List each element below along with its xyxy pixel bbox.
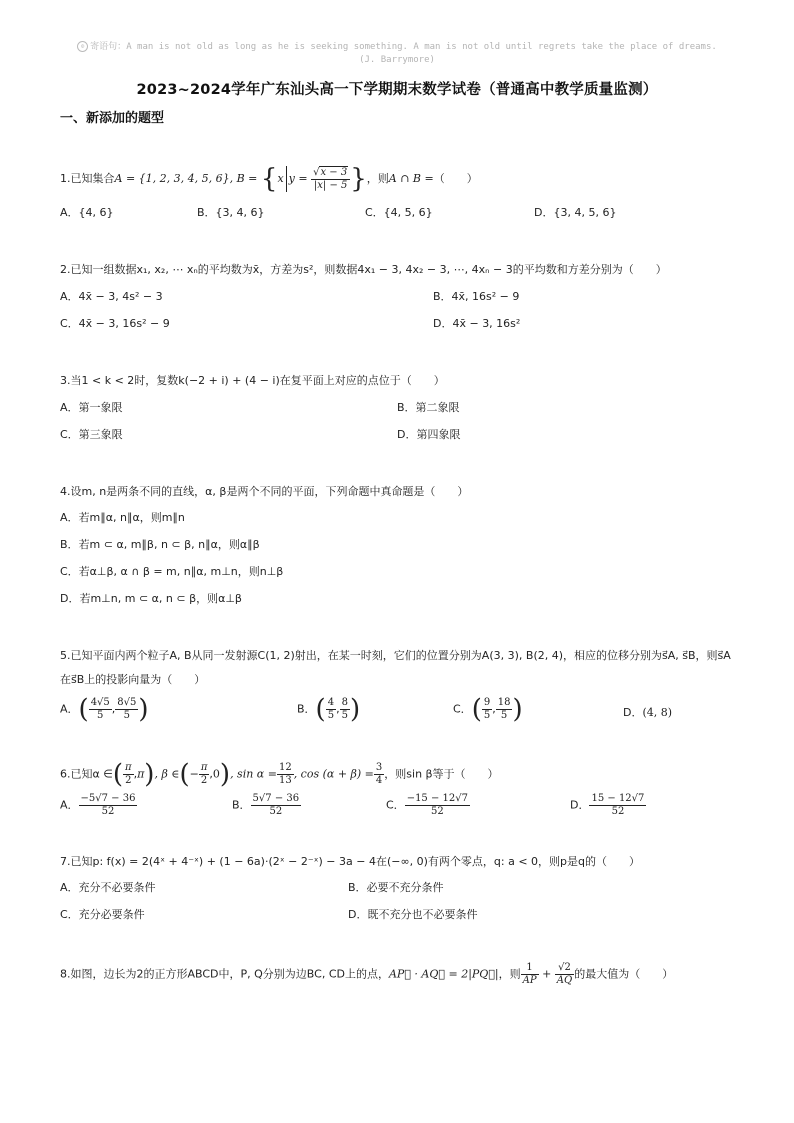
q1-option-c[interactable]: C．{4, 5, 6} — [365, 206, 433, 219]
q8-f2-den: AQ — [556, 975, 573, 986]
q6-cos-frac — [374, 762, 384, 787]
q6a-label: A． — [60, 798, 79, 812]
q1-set-a: A = {1, 2, 3, 4, 5, 6}, B = — [114, 172, 261, 185]
question-5-stem-line-2: 在s⃗B上的投影向量为（ ） — [60, 673, 206, 686]
q6-cos-den: 4 — [375, 775, 383, 786]
question-2-stem: 2.已知一组数据x₁, x₂, ⋯ xₙ的平均数为x̄，方差为s²，则数据4x₁ − 3, 4x₂ − 3, ⋯, 4xₙ − 3的平均数和方差分别为（ ） — [60, 263, 667, 276]
question-6-stem: 6.已知α ∈( $\frac{\pi}{2}$ ,π), β ∈(− $\frac{\pi}{2}$ ,0), sin α = $\frac{12}{13}$ , cos (α + β) = $\frac{3}{4}$ ，则sin β等于（ ） — [60, 759, 499, 790]
q3-option-d[interactable]: D．第四象限 — [397, 428, 461, 441]
q8-f1-den: AP — [522, 975, 537, 986]
q5a-d2: 5 — [123, 710, 131, 721]
q6-sin-num: 12 — [278, 762, 292, 773]
q6-beta-den: 2 — [200, 775, 208, 786]
q1-blank: （ ） — [433, 172, 478, 185]
q6-paren-1-open: ( — [112, 759, 123, 790]
q3-option-a[interactable]: A．第一象限 — [60, 401, 123, 414]
q5c-paren-close: ) — [512, 694, 523, 725]
q5-option-a[interactable]: A．( $\frac{4√5}{5}$ , $\frac{8√5}{5}$ ) — [60, 694, 149, 725]
q6b-num: 5√7 − 36 — [252, 793, 300, 804]
q5c-n1: 9 — [483, 697, 491, 708]
q7-option-a[interactable]: A．充分不必要条件 — [60, 881, 156, 894]
q6c-den: 52 — [430, 806, 444, 817]
section-title: 一、新添加的题型 — [60, 111, 165, 126]
q6d-num: 15 − 12√7 — [591, 793, 645, 804]
q8-plus: + — [542, 967, 552, 981]
q6c-frac — [405, 793, 470, 818]
question-8-stem — [60, 962, 673, 987]
q8-frac-1 — [521, 962, 539, 987]
q3-option-c[interactable]: C．第三象限 — [60, 428, 123, 441]
q5a-n1: 4√5 — [90, 697, 110, 708]
q5-option-d[interactable] — [623, 705, 672, 721]
q2-option-a[interactable]: A．4x̄ − 3, 4s² − 3 — [60, 290, 163, 303]
q8-f1-num: 1 — [521, 962, 539, 975]
q6-alpha-start — [123, 762, 134, 787]
page-title: 2023~2024学年广东汕头高一下学期期末数学试卷（普通高中教学质量监测） — [136, 82, 658, 98]
q1-set-b-var: x — [277, 172, 284, 185]
q1-intersection: A ∩ B = — [388, 172, 434, 185]
q6a-den: 52 — [101, 806, 115, 817]
q6a-num: −5√7 − 36 — [80, 793, 136, 804]
q5a-paren-close: ) — [138, 694, 149, 725]
q6-paren-2-open: ( — [179, 759, 190, 790]
q5a-paren-open: ( — [78, 694, 89, 725]
q8-prefix: 8.如图，边长为2的正方形ABCD中，P, Q分别为边BC, CD上的点， — [60, 967, 389, 981]
q8-suffix: 的最大值为（ ） — [574, 967, 674, 981]
q5c-frac-2 — [496, 697, 513, 722]
q6-prefix: 6.已知α ∈ — [60, 767, 113, 781]
header-quote — [0, 41, 794, 67]
q5c-paren-open: ( — [471, 694, 482, 725]
q1-frac-num: x − 3 — [320, 166, 348, 178]
q4-option-c[interactable]: C．若α⊥β, α ∩ β = m, n∥α, m⊥n，则n⊥β — [60, 565, 284, 578]
q6-paren-1-close: ) — [144, 759, 155, 790]
q6-cos-num: 3 — [375, 762, 383, 773]
q8-dot-product: AP⃗ · AQ⃗ = 2|PQ⃗| — [388, 967, 499, 981]
q5c-label: C． — [453, 702, 472, 716]
q6-alpha-end: π — [137, 767, 145, 781]
q5a-d1: 5 — [97, 710, 104, 721]
q6-beta-prefix: , β ∈ — [154, 767, 180, 781]
q6-option-a[interactable] — [60, 793, 137, 818]
q6d-frac — [589, 793, 646, 818]
q5b-frac-2 — [340, 697, 350, 722]
q5c-d2: 5 — [500, 710, 508, 721]
q5a-n2: 8√5 — [117, 697, 137, 708]
q6b-frac — [251, 793, 302, 818]
q6-option-d[interactable] — [570, 793, 646, 818]
q5b-d2: 5 — [341, 710, 348, 721]
q6b-label: B． — [232, 798, 251, 812]
q6c-num: −15 − 12√7 — [406, 793, 468, 804]
q1-frac-den: |x| − 5 — [313, 179, 348, 191]
q1-option-b[interactable]: B．{3, 4, 6} — [197, 206, 265, 219]
q3-option-b[interactable]: B．第二象限 — [397, 401, 460, 414]
question-7-stem: 7.已知p: f(x) = 2(4ˣ + 4⁻ˣ) + (1 − 6a)·(2ˣ − 2⁻ˣ) − 3a − 4在(−∞, 0)有两个零点，q: a < 0，则p是q的（ ） — [60, 855, 641, 868]
quote-text: A man is not old as long as he is seeking something. A man is not old until regrets take the place of dreams. — [126, 42, 717, 52]
q1-option-d[interactable]: D．{3, 4, 5, 6} — [534, 206, 617, 219]
question-5-stem-line-1: 5.已知平面内两个粒子A, B从同一发射源C(1, 2)射出，在某一时刻，它们的位置分别为A(3, 3), B(2, 4)，相应的位移分别为s⃗A, s⃗B，则s⃗A — [60, 649, 731, 662]
q5a-frac-1 — [89, 697, 112, 722]
q5b-d1: 5 — [327, 710, 335, 721]
q5d-label: D． — [623, 706, 643, 719]
quote-icon: ⊙ — [77, 41, 88, 52]
q6-sin-den: 13 — [278, 775, 292, 786]
q4-option-a[interactable]: A．若m∥α, n∥α，则m∥n — [60, 511, 185, 524]
q5-option-b[interactable]: B．( $\frac{4}{5}$ , $\frac{8}{5}$ ) — [297, 694, 361, 725]
q6-beta-end: 0 — [212, 767, 220, 781]
q6d-label: D． — [570, 798, 590, 812]
q1-fraction: $\frac{√x - 3}{|x| - 5}$ — [311, 167, 350, 192]
question-3-stem: 3.当1 < k < 2时，复数k(−2 + i) + (4 − i)在复平面上对应的点位于（ ） — [60, 374, 445, 387]
q5b-paren-open: ( — [315, 694, 326, 725]
question-4-stem: 4.设m, n是两条不同的直线，α, β是两个不同的平面，下列命题中真命题是（ ） — [60, 485, 469, 498]
q4-option-d[interactable]: D．若m⊥n, m ⊂ α, n ⊂ β，则α⊥β — [60, 592, 242, 605]
q6-suffix: ，则sin β等于（ ） — [384, 767, 499, 781]
q2-option-c[interactable]: C．4x̄ − 3, 16s² − 9 — [60, 317, 170, 330]
q5b-label: B． — [297, 702, 316, 716]
q1-set-b-eq: y = — [288, 172, 308, 185]
question-1-stem — [60, 166, 478, 192]
q6b-den: 52 — [269, 806, 283, 817]
q5c-n2: 18 — [497, 697, 511, 708]
q1-option-a[interactable]: A．{4, 6} — [60, 206, 114, 219]
q1-brace-open: { — [260, 164, 278, 194]
q8-frac-2 — [555, 962, 574, 987]
q6-option-b[interactable] — [232, 793, 301, 818]
q6-sin-label: , sin α = — [230, 767, 277, 781]
q6-option-c[interactable] — [386, 793, 470, 818]
q5-option-c[interactable]: C．( $\frac{9}{5}$ , $\frac{18}{5}$ ) — [453, 694, 523, 725]
q7-option-c[interactable]: C．充分必要条件 — [60, 908, 145, 921]
quote-line-1 — [0, 41, 794, 54]
q5c-d1: 5 — [483, 710, 491, 721]
quote-author: (J. Barrymore) — [359, 55, 435, 65]
q1-prefix: 1.已知集合 — [60, 172, 115, 185]
q4-option-b[interactable]: B．若m ⊂ α, m∥β, n ⊂ β, n∥α，则α∥β — [60, 538, 260, 551]
q5d-text: (4, 8) — [642, 706, 673, 719]
q7-option-b[interactable]: B．必要不充分条件 — [348, 881, 444, 894]
q1-suffix: ，则 — [366, 172, 389, 185]
q6-sin-frac — [277, 762, 294, 787]
q6-cos-label: , cos (α + β) = — [293, 767, 374, 781]
q5b-frac-1 — [326, 697, 336, 722]
q6d-den: 52 — [611, 806, 625, 817]
q5c-frac-1 — [482, 697, 492, 722]
q6c-label: C． — [386, 798, 405, 812]
q1-brace-close: } — [350, 164, 367, 194]
q5a-frac-2 — [115, 697, 138, 722]
q1-bar — [286, 166, 287, 192]
q2-option-d[interactable]: D．4x̄ − 3, 16s² — [433, 317, 521, 330]
q2-option-b[interactable]: B．4x̄, 16s² − 9 — [433, 290, 520, 303]
quote-prefix: 寄语句： — [90, 42, 127, 52]
q6-beta-start — [199, 762, 210, 787]
q5a-label: A． — [60, 702, 79, 716]
q5b-n2: 8 — [341, 697, 348, 708]
q8-then: ，则 — [498, 967, 521, 981]
q5b-paren-close: ) — [349, 694, 361, 725]
q6a-frac — [79, 793, 138, 818]
q8-f2-num: √2 — [555, 962, 574, 975]
q6-alpha-num: π — [124, 762, 132, 773]
q6-paren-2-close: ) — [219, 759, 231, 790]
q6-beta-num: π — [200, 762, 208, 773]
q6-alpha-den: 2 — [125, 775, 132, 786]
q7-option-d[interactable]: D．既不充分也不必要条件 — [348, 908, 478, 921]
q5b-n1: 4 — [327, 697, 335, 708]
